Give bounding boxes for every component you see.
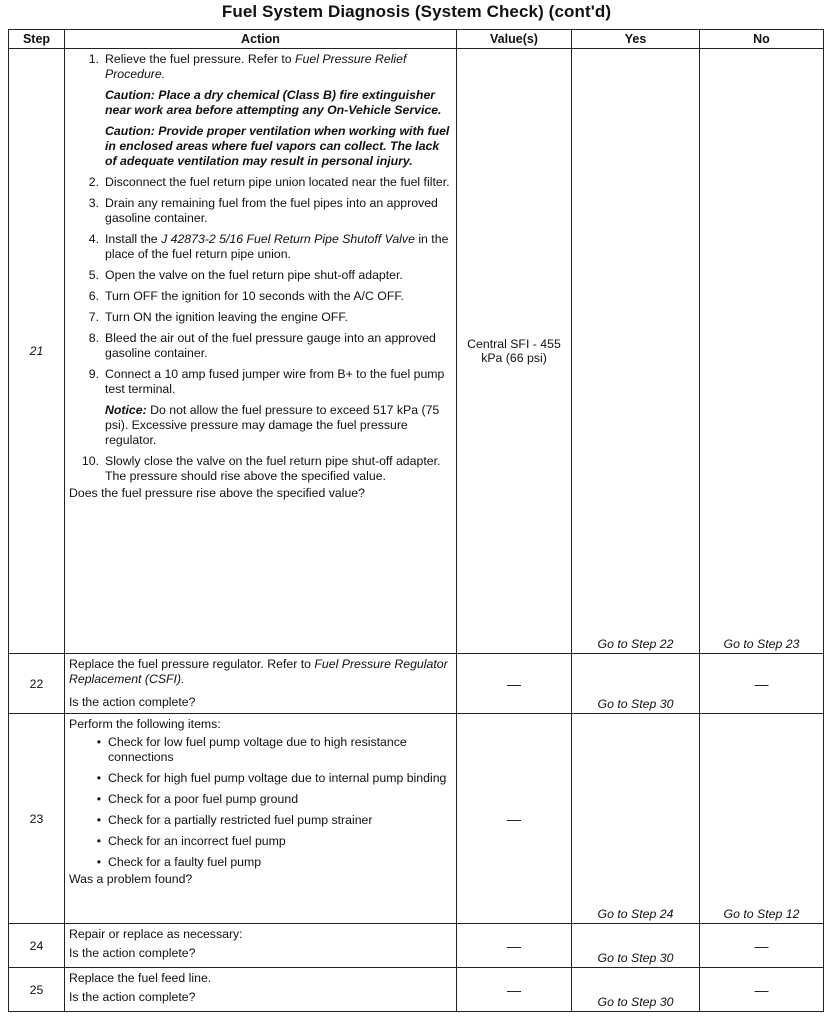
bullet-icon: • <box>96 735 101 749</box>
reference-link-text: Fuel Pressure Regulator Replacement (CSFI). <box>69 657 448 686</box>
item-text: Check for a faulty fuel pump <box>108 855 262 869</box>
notice-text: Do not allow the fuel pressure to exceed 517 kPa (75 psi). Excessive pressure may damage the fuel pressure regulator. <box>105 403 440 447</box>
no-cell: — <box>700 654 824 714</box>
table-row-step-24 <box>9 924 824 968</box>
item-text: Connect a 10 amp fused jumper wire from B+ to the fuel pump test terminal. <box>105 367 445 396</box>
item-number: 1. <box>88 52 99 66</box>
header-no: No <box>700 30 824 49</box>
step-number: 22 <box>9 654 65 714</box>
list-item <box>69 834 454 849</box>
bullet-icon: • <box>96 771 101 785</box>
value-cell: Central SFI - 455 kPa (66 psi) <box>457 49 572 654</box>
item-number: 8. <box>88 331 99 345</box>
table-row-step-23 <box>9 714 824 924</box>
table-row-step-25 <box>9 968 824 1012</box>
yes-cell: Go to Step 30 <box>572 654 700 714</box>
action-cell <box>65 49 457 654</box>
list-item <box>69 175 454 190</box>
action-cell <box>65 968 457 1012</box>
item-text: Bleed the air out of the fuel pressure gauge into an approved gasoline container. <box>105 331 436 360</box>
tool-reference: J 42873-2 5/16 Fuel Return Pipe Shutoff Valve <box>161 232 415 246</box>
value-cell: — <box>457 968 572 1012</box>
item-text: Turn OFF the ignition for 10 seconds with the A/C OFF. <box>105 289 404 303</box>
notice-label: Notice: <box>105 403 147 417</box>
item-number: 9. <box>88 367 99 381</box>
item-text: Check for high fuel pump voltage due to internal pump binding <box>108 771 447 785</box>
no-cell: Go to Step 23 <box>700 49 824 654</box>
value-cell: — <box>457 714 572 924</box>
list-item <box>69 367 454 397</box>
question-text: Was a problem found? <box>69 872 193 886</box>
question-text: Does the fuel pressure rise above the specified value? <box>69 486 365 500</box>
table-header-row <box>9 30 824 49</box>
item-number: 10. <box>81 454 99 468</box>
step-number: 25 <box>9 968 65 1012</box>
list-item <box>69 792 454 807</box>
list-item <box>69 331 454 361</box>
list-item <box>69 196 454 226</box>
step-number: 24 <box>9 924 65 968</box>
item-number: 7. <box>88 310 99 324</box>
caution-note: Caution: Place a dry chemical (Class B) fire extinguisher near work area before attempting any On-Vehicle Service. <box>105 88 442 117</box>
header-action: Action <box>65 30 457 49</box>
list-item <box>69 813 454 828</box>
caution-note: Caution: Provide proper ventilation when working with fuel in enclosed areas where fuel vapors can collect. The lack of adequate ventilation may result in personal injury. <box>105 124 450 168</box>
bullet-icon: • <box>96 855 101 869</box>
diagnosis-table <box>8 29 824 1012</box>
step-number: 23 <box>9 714 65 924</box>
action-text: Replace the fuel pressure regulator. Refer to <box>69 657 315 671</box>
yes-cell: Go to Step 30 <box>572 924 700 968</box>
bullet-icon: • <box>96 813 101 827</box>
item-text: Check for an incorrect fuel pump <box>108 834 286 848</box>
item-text: Drain any remaining fuel from the fuel pipes into an approved gasoline container. <box>105 196 438 225</box>
header-yes: Yes <box>572 30 700 49</box>
header-values: Value(s) <box>457 30 572 49</box>
question-text: Is the action complete? <box>69 990 196 1004</box>
action-text: Perform the following items: <box>69 717 221 731</box>
action-text: Replace the fuel feed line. <box>69 971 212 985</box>
yes-cell: Go to Step 24 <box>572 714 700 924</box>
no-cell: Go to Step 12 <box>700 714 824 924</box>
item-number: 2. <box>88 175 99 189</box>
reference-link-text: Fuel Pressure Relief Procedure. <box>105 52 407 81</box>
item-text: Relieve the fuel pressure. Refer to <box>105 52 296 66</box>
item-text: Disconnect the fuel return pipe union located near the fuel filter. <box>105 175 450 189</box>
action-cell <box>65 654 457 714</box>
action-text: Repair or replace as necessary: <box>69 927 243 941</box>
bullet-icon: • <box>96 834 101 848</box>
header-step: Step <box>9 30 65 49</box>
item-text: Check for a partially restricted fuel pump strainer <box>108 813 373 827</box>
item-text: Install the <box>105 232 162 246</box>
list-item <box>69 735 454 765</box>
list-item <box>69 454 454 484</box>
item-text: Turn ON the ignition leaving the engine OFF. <box>105 310 348 324</box>
item-number: 4. <box>88 232 99 246</box>
bullet-icon: • <box>96 792 101 806</box>
action-cell <box>65 714 457 924</box>
item-number: 6. <box>88 289 99 303</box>
item-text: in the place of the fuel return pipe union. <box>105 232 449 261</box>
item-number: 3. <box>88 196 99 210</box>
list-item <box>69 771 454 786</box>
item-number: 5. <box>88 268 99 282</box>
action-cell <box>65 924 457 968</box>
list-item <box>69 855 454 870</box>
notice-note <box>105 403 454 448</box>
item-text: Check for low fuel pump voltage due to high resistance connections <box>108 735 407 764</box>
yes-cell: Go to Step 30 <box>572 968 700 1012</box>
value-cell: — <box>457 924 572 968</box>
list-item <box>69 52 454 82</box>
no-cell: — <box>700 924 824 968</box>
no-cell: — <box>700 968 824 1012</box>
table-row-step-22 <box>9 654 824 714</box>
item-text: Open the valve on the fuel return pipe shut-off adapter. <box>105 268 403 282</box>
value-cell: — <box>457 654 572 714</box>
item-text: Check for a poor fuel pump ground <box>108 792 299 806</box>
step-number: 21 <box>9 49 65 654</box>
table-row-step-21 <box>9 49 824 654</box>
question-text: Is the action complete? <box>69 946 196 960</box>
list-item <box>69 289 454 304</box>
list-item <box>69 232 454 262</box>
yes-cell: Go to Step 22 <box>572 49 700 654</box>
question-text: Is the action complete? <box>69 695 196 709</box>
page-title: Fuel System Diagnosis (System Check) (cont'd) <box>221 2 612 21</box>
list-item <box>69 310 454 325</box>
list-item <box>69 268 454 283</box>
item-text: Slowly close the valve on the fuel return pipe shut-off adapter. The pressure should rise above the specified value. <box>105 454 441 483</box>
